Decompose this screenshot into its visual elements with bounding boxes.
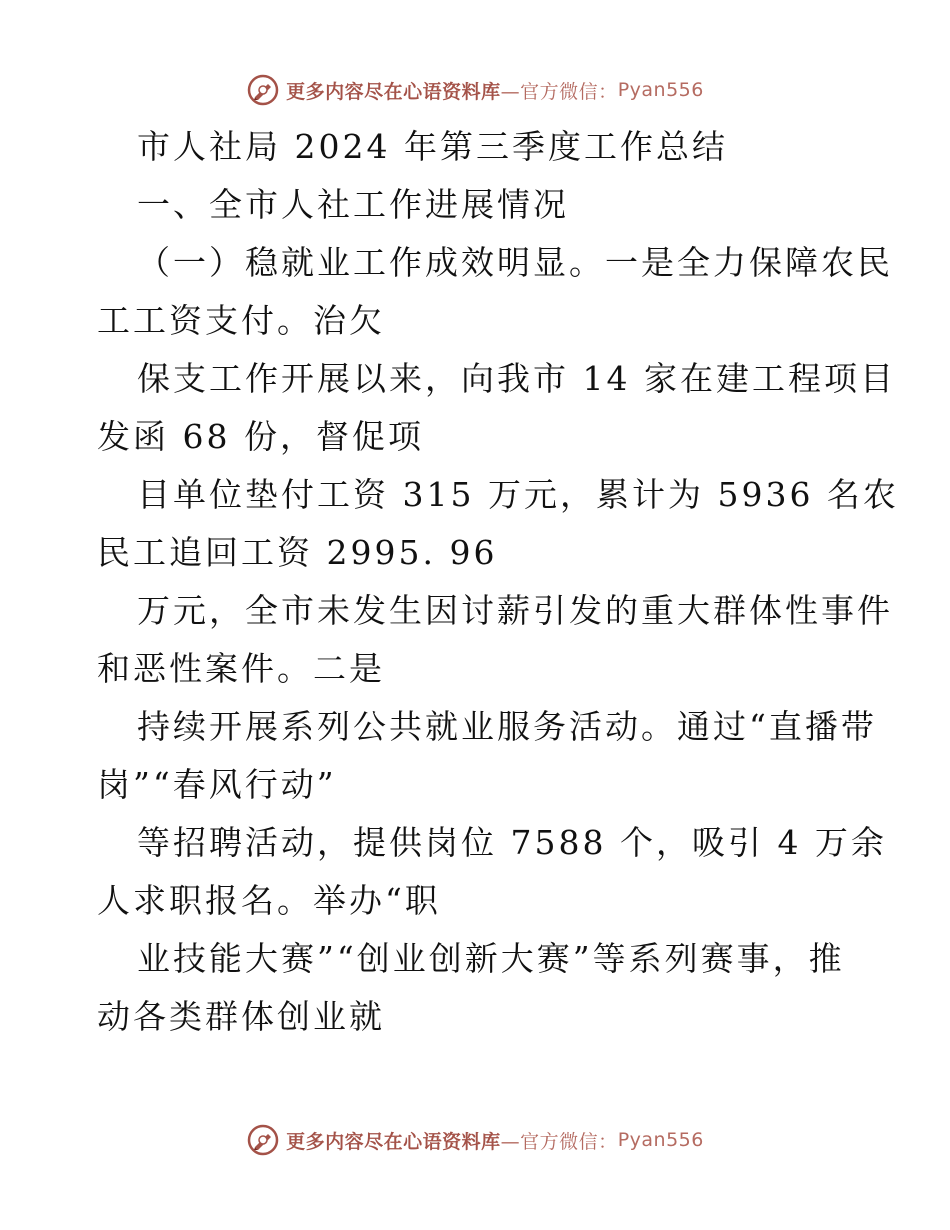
header-watermark [0, 70, 950, 110]
paragraph-line: 业技能大赛”“创业创新大赛”等系列赛事，推 [137, 939, 845, 978]
watermark-id-text: Pyan556 [617, 1129, 704, 1151]
document-body [97, 118, 899, 1046]
paragraph-line: 保支工作开展以来，向我市 14 家在建工程项目 [137, 359, 896, 398]
paragraph-line: 持续开展系列公共就业服务活动。通过“直播带 [137, 707, 877, 746]
paragraph-line: 发函 68 份，督促项 [97, 417, 424, 456]
paragraph-line: 岗”“春风行动” [97, 765, 337, 804]
footer-watermark [0, 1120, 950, 1160]
watermark-sub-text: —官方微信： [500, 1130, 618, 1153]
paragraph-line: 人求职报名。举办“职 [97, 881, 441, 920]
paragraph-line: 等招聘活动，提供岗位 7588 个，吸引 4 万余 [137, 823, 887, 862]
watermark-id-text: Pyan556 [617, 79, 704, 101]
paragraph-line: 民工追回工资 2995. 96 [97, 533, 498, 572]
paragraph-line: 动各类群体创业就 [97, 997, 385, 1036]
paragraph-line: 和恶性案件。二是 [97, 649, 385, 688]
paragraph-line: 工工资支付。治欠 [97, 301, 385, 340]
document-title: 市人社局 2024 年第三季度工作总结 [137, 127, 728, 166]
paragraph-line: （一）稳就业工作成效明显。一是全力保障农民 [137, 243, 893, 282]
paragraph-line: 万元，全市未发生因讨薪引发的重大群体性事件 [137, 591, 893, 630]
paragraph-line: 目单位垫付工资 315 万元，累计为 5936 名农 [137, 475, 899, 514]
watermark-main-text: 更多内容尽在心语资料库 [286, 80, 501, 103]
pen-logo-icon [246, 1123, 280, 1157]
section-heading: 一、全市人社工作进展情况 [137, 185, 569, 224]
watermark-main-text: 更多内容尽在心语资料库 [286, 1130, 501, 1153]
watermark-sub-text: —官方微信： [500, 80, 618, 103]
pen-logo-icon [246, 73, 280, 107]
